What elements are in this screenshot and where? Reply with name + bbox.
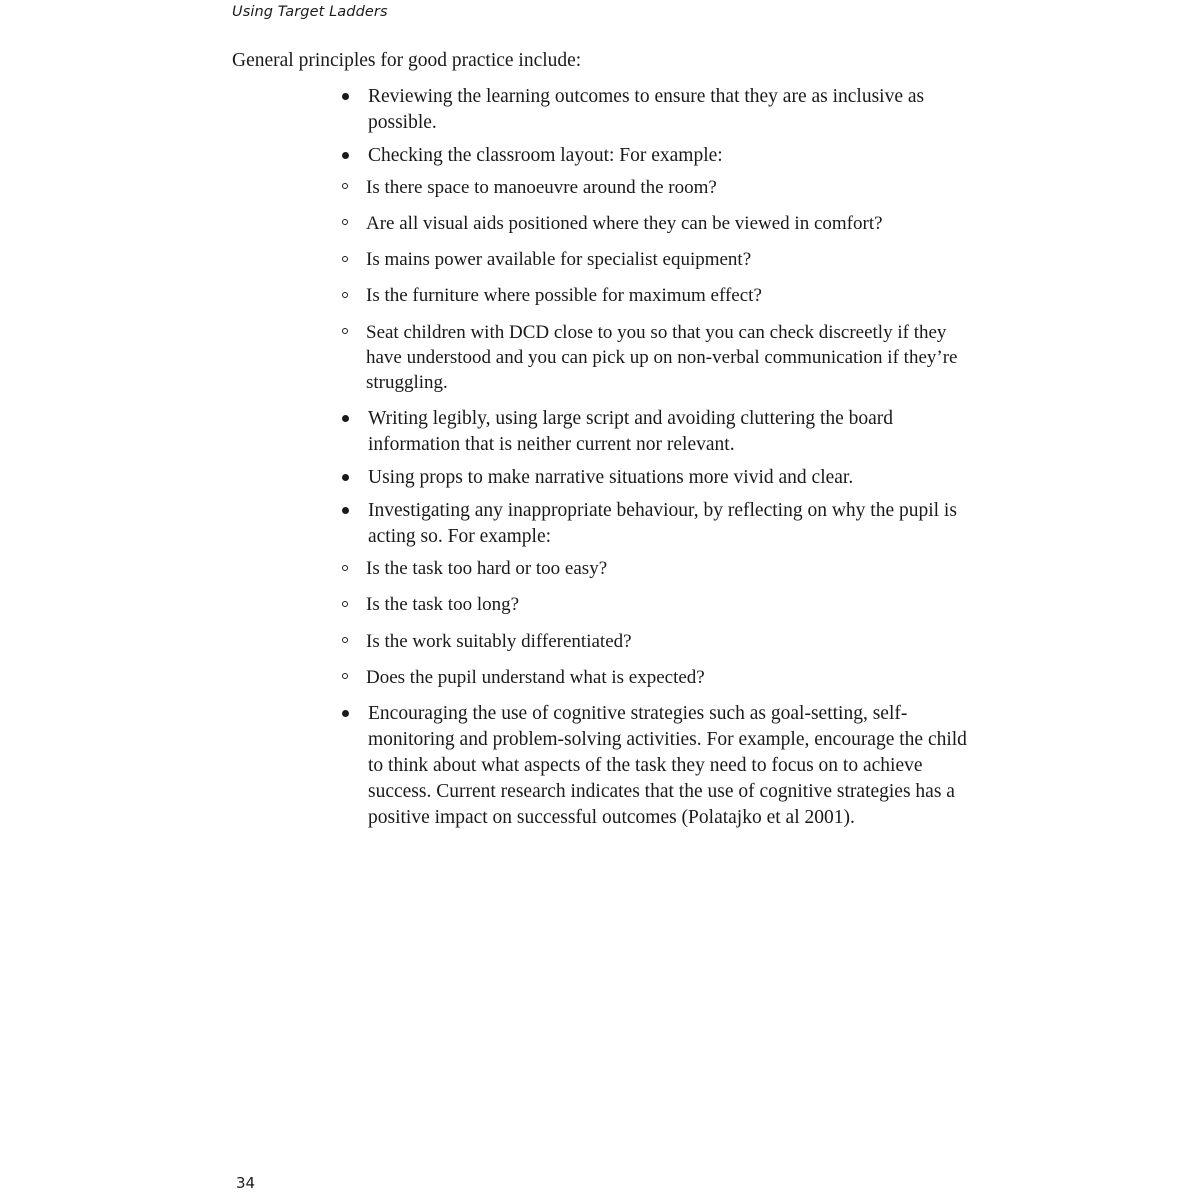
bullet-circle-icon: [342, 219, 348, 225]
bullet-disc-icon: [342, 507, 349, 514]
sub-list-item: [338, 320, 972, 396]
bullet-circle-icon: [342, 328, 348, 334]
list-item: [232, 84, 972, 136]
sub-list-item: [338, 592, 972, 617]
intro-paragraph: General principles for good practice include:: [232, 50, 582, 71]
sub-list-item-text: Is the work suitably differentiated?: [366, 630, 632, 652]
page-content: [232, 48, 972, 838]
bullet-disc-icon: [342, 93, 349, 100]
sub-list-wrapper: [338, 556, 972, 690]
sub-list-item-text: Seat children with DCD close to you so that you can check discreetly if they have understood and you can pick up on non-verbal communication if they’re struggling.: [366, 321, 958, 394]
page-number: 34: [236, 1174, 256, 1192]
sub-list-item-text: Is there space to manoeuvre around the room?: [366, 176, 717, 198]
sub-list-item: [338, 665, 972, 690]
list-item-text: Using props to make narrative situations more vivid and clear.: [368, 467, 854, 489]
sub-list-item-text: Does the pupil understand what is expected?: [366, 666, 705, 688]
sub-list-item: [338, 175, 972, 200]
sub-list-item-text: Is the task too long?: [366, 594, 520, 616]
list-item: [232, 406, 972, 458]
bullet-circle-icon: [342, 292, 348, 298]
sub-list-wrapper: [338, 175, 972, 396]
bullet-disc-icon: [342, 152, 349, 159]
sub-list: [338, 556, 972, 690]
list-item: [232, 465, 972, 491]
sub-list-item: [338, 629, 972, 654]
list-item: [232, 498, 972, 690]
bullet-circle-icon: [342, 183, 348, 189]
list-item-text: Writing legibly, using large script and avoiding cluttering the board information that is neither current nor relevant.: [368, 408, 894, 456]
list-item: [232, 701, 972, 831]
list-item: [232, 143, 972, 396]
principles-list: [232, 84, 972, 831]
bullet-circle-icon: [342, 673, 348, 679]
sub-list: [338, 175, 972, 396]
list-item-text: Checking the classroom layout: For example:: [368, 144, 723, 166]
sub-list-item: [338, 247, 972, 272]
sub-list-item: [338, 211, 972, 236]
bullet-disc-icon: [342, 474, 349, 481]
list-item-text: Reviewing the learning outcomes to ensure that they are as inclusive as possible.: [368, 85, 925, 133]
sub-list-item: [338, 283, 972, 308]
running-head: Using Target Ladders: [232, 4, 388, 20]
list-item-text: Encouraging the use of cognitive strategies such as goal-setting, self-monitoring and problem-solving activities. For example, encourage the child to think about what aspects of the task they need to focus on to achieve success. Current research indicates that the use of cognitive strategies has a positive impact on successful outcomes (Polatajko et al 2001).: [368, 703, 967, 828]
sub-list-item-text: Is the task too hard or too easy?: [366, 557, 608, 579]
bullet-circle-icon: [342, 601, 348, 607]
bullet-disc-icon: [342, 710, 349, 717]
list-item-text: Investigating any inappropriate behaviour, by reflecting on why the pupil is acting so. For example:: [368, 500, 957, 548]
sub-list-item-text: Is the furniture where possible for maximum effect?: [366, 285, 762, 307]
bullet-disc-icon: [342, 415, 349, 422]
bullet-circle-icon: [342, 637, 348, 643]
sub-list-item-text: Are all visual aids positioned where they can be viewed in comfort?: [366, 212, 883, 234]
sub-list-item-text: Is mains power available for specialist equipment?: [366, 249, 752, 271]
sub-list-item: [338, 556, 972, 581]
bullet-circle-icon: [342, 256, 348, 262]
bullet-circle-icon: [342, 565, 348, 571]
